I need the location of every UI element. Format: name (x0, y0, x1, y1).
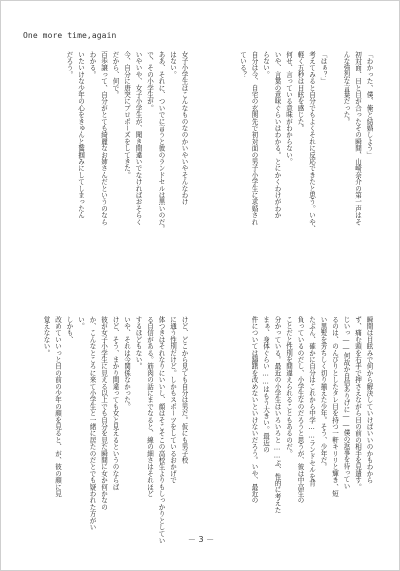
text-line: 体つきはそれなりにいいし、顔はそこそこの高校生よりもしっかりとしてい (157, 316, 165, 544)
text-line: いたいけな少年の心をきゅんと鷲掴みにしてしまったん (76, 51, 85, 219)
text-column-lower-right (179, 316, 374, 566)
text-line: い。 (76, 316, 85, 330)
text-line: い黒髪を芳ちしく切り揃えた少年。そう、少年だ。 (319, 316, 327, 471)
text-line: 瞬間は目眩みで何から解決していけばいいのかもわから (365, 316, 373, 484)
text-line: 女子小学生はこんなものなのかいやいやそんなわけ (180, 51, 188, 206)
text-column-lower-left (0, 316, 189, 566)
text-line: するほどもない。 (134, 316, 142, 370)
text-line: らない。 (261, 51, 270, 78)
text-line: 軽く五秒は目眩を感じた。 (296, 51, 304, 132)
text-line: 彼が女子小学生に見える以上でも自分を見た瞬間に女か何かなの (99, 316, 108, 511)
text-line: 改めていいっと目の前の少年の顔を見ると、が、彼の顔に見 (53, 316, 62, 497)
text-line: 自分は今、自宅の玄関先で初対面の男子小学生に求婚され (250, 51, 258, 226)
text-line: ああ、それに、ついでに言うと彼のランドセルは黒いのだ。 (157, 51, 165, 232)
text-line: ことだと性別を間違えられることもあるのだ。 (284, 316, 293, 457)
text-line: んな強烈な言葉だった。 (342, 51, 350, 125)
text-line: 今、自分に唐突にプロポーズをしてきた。 (122, 51, 131, 179)
text-line: 「はぁ？」 (319, 51, 327, 85)
text-line: たぶん、確かに自分はこれから中学……ランドセルを背 (307, 316, 316, 487)
text-line: いやいや、女子小学生が、聞き間違いでなければおそらく (134, 51, 142, 226)
text-line (328, 51, 340, 301)
text-line: まぁ、身体ぐらい……はもう大きい。最近の (261, 316, 270, 453)
text-line: いや、言葉の意味ぐらいはわかる。とにかくわけがわか (273, 51, 281, 219)
text-line: で、その小学生が。 (145, 51, 154, 112)
text-line: 件については躊躇を改めないといけないだろう。いや、最近の (250, 316, 258, 504)
text-line: けど、どこから見ても自分は男だ。仮にも男子校 (180, 316, 188, 464)
text-line: じいっ――何故か自信ありげに――僕の返事を待ってい (342, 316, 350, 490)
text-line: 何せ、言っている意味がわからない。 (284, 51, 293, 165)
text-line: ている？ (238, 51, 247, 78)
text-line: いや、それは今関係なかった。 (122, 316, 131, 410)
running-header: One more time,again (23, 31, 117, 40)
page-number: － 3 － (187, 535, 215, 544)
text-line: 負っているのだし、小学生なのだろうと思うが、彼は中高生の (296, 316, 304, 504)
text-line: わかる。 (88, 51, 96, 78)
text-line: しかも、 (65, 316, 73, 343)
text-line: るのは、のんびりとしたタレ目を持つ一軒キリリと輝き、短 (330, 316, 339, 497)
text-column-upper-right (179, 51, 374, 301)
text-line: る自信がある。筋肉の話にまでなると、線の細さはそれほど (145, 316, 154, 497)
text-line: はない。 (168, 51, 177, 78)
text-column-upper-left (0, 51, 189, 301)
text-line: だろう。 (65, 51, 73, 78)
text-line: 考えてみると自分でもよくそれに反応できたと思う。いや、 (307, 51, 316, 232)
text-line: ず、痛む頭を右手で押さえながら目の前の相手を見遣す。 (353, 316, 362, 491)
text-line: に通う性別だけど。しかもスポーツをしているおかげで (168, 316, 177, 484)
text-line: 「わかった、僕、俺と結婚しよう」 (365, 51, 373, 159)
text-line: だから、何で。 (111, 51, 119, 98)
text-line: か、こんなところに来て小学生と一緒に居たのだとでも疑われた方がい (88, 316, 96, 531)
text-line: 初対面、目と目が合ったその瞬間、山崎奈介の第一声はそ (353, 51, 362, 226)
text-line: 百歩譲って、自分がとても綺麗なお姉さんだというのなら (99, 51, 108, 226)
text-line: 分かっている。最近の小学生はいろいろと……ぷ、性的に考えた (273, 316, 281, 514)
text-line: けど、そう、まかり間違っても女と見えるというのならば (111, 316, 119, 491)
text-line: 覚えなない。 (42, 316, 50, 357)
